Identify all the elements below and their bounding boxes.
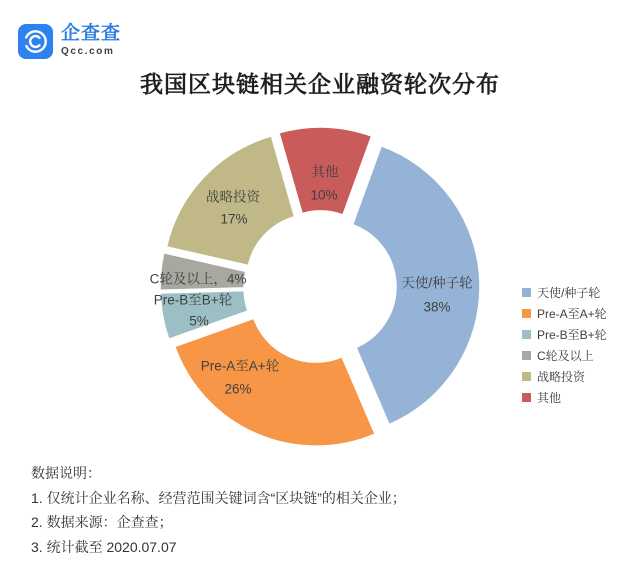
legend-item-5	[522, 387, 607, 408]
brand-name: 企查查	[61, 23, 122, 44]
chart-legend	[522, 282, 607, 408]
legend-item-1	[522, 303, 607, 324]
slice-label: Pre-B至B+轮	[153, 292, 233, 308]
slice-label: 17%	[220, 211, 248, 227]
slice-label: 战略投资	[206, 189, 260, 205]
legend-label: 战略投资	[537, 370, 586, 384]
note-line-3: 3. 统计截至 2020.07.07	[31, 538, 177, 555]
note-line-1: 1. 仅统计企业名称、经营范围关键词含“区块链”的相关企业；	[31, 489, 406, 506]
pie-slice-1	[175, 318, 375, 446]
note-line-2: 2. 数据来源：企查查；	[31, 514, 173, 530]
legend-label: Pre-A至A+轮	[537, 307, 607, 321]
legend-label: 其他	[537, 391, 562, 405]
brand-domain: Qcc.com	[61, 46, 115, 57]
slice-label: 其他	[311, 164, 339, 180]
notes-heading: 数据说明：	[31, 465, 101, 481]
legend-swatch	[522, 372, 531, 381]
legend-label: Pre-B至B+轮	[537, 328, 607, 342]
legend-item-2	[522, 324, 607, 345]
legend-swatch	[522, 330, 531, 339]
legend-swatch	[522, 393, 531, 402]
slice-label: C轮及以上，4%	[149, 271, 247, 287]
slice-label: 10%	[310, 187, 338, 203]
page-title: 我国区块链相关企业融资轮次分布	[140, 71, 500, 97]
legend-label: C轮及以上	[537, 349, 594, 363]
data-notes	[31, 461, 406, 559]
legend-item-4	[522, 366, 607, 387]
slice-label: Pre-A至A+轮	[200, 358, 280, 374]
legend-swatch	[522, 309, 531, 318]
legend-swatch	[522, 351, 531, 360]
slice-label: 38%	[423, 299, 451, 315]
legend-label: 天使/种子轮	[537, 286, 601, 300]
slice-label: 天使/种子轮	[401, 275, 473, 291]
legend-swatch	[522, 288, 531, 297]
slice-label: 26%	[224, 381, 252, 397]
legend-item-0	[522, 282, 607, 303]
legend-item-3	[522, 345, 607, 366]
slice-label: 5%	[189, 313, 209, 329]
